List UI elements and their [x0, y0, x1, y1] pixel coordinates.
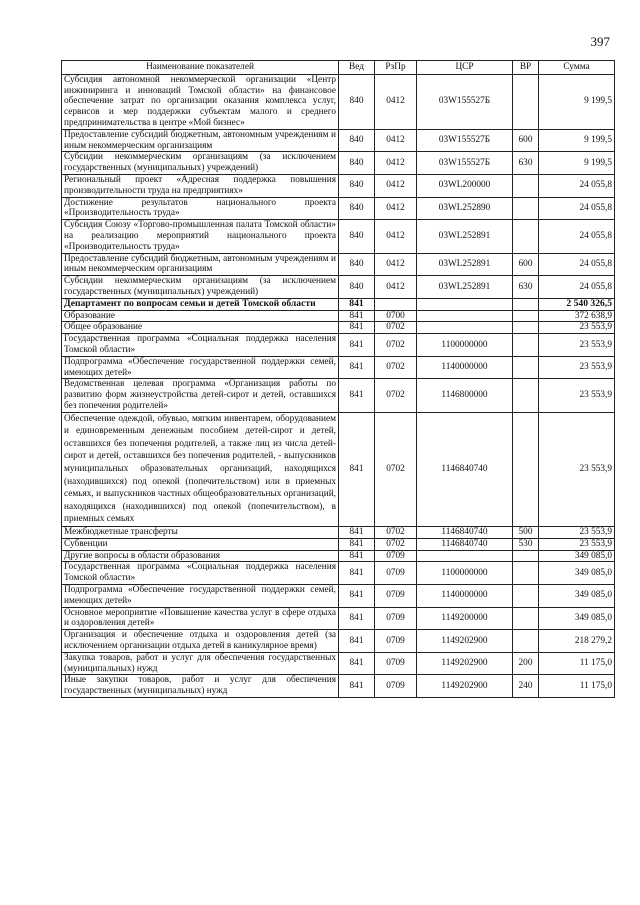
header-vr: ВР	[513, 61, 539, 75]
row-sum-cell: 23 553,9	[539, 322, 615, 334]
row-vr-cell	[513, 74, 539, 129]
row-vr-cell: 500	[513, 527, 539, 539]
row-sum-cell: 349 085,0	[539, 550, 615, 562]
row-rzpr-cell: 0412	[375, 74, 417, 129]
row-csr-cell: 1146800000	[417, 379, 513, 412]
row-vr-cell: 240	[513, 675, 539, 698]
row-rzpr-cell: 0700	[375, 310, 417, 322]
row-ved-cell: 840	[339, 129, 375, 152]
row-csr-cell: 03W155527Б	[417, 129, 513, 152]
table-row	[62, 174, 615, 197]
table-row	[62, 322, 615, 334]
row-csr-cell: 1149202900	[417, 630, 513, 653]
row-sum-cell: 24 055,8	[539, 276, 615, 299]
row-rzpr-cell: 0702	[375, 527, 417, 539]
table-header-row	[62, 61, 615, 75]
table-row	[62, 562, 615, 585]
row-rzpr-cell: 0702	[375, 379, 417, 412]
row-vr-cell	[513, 356, 539, 379]
row-ved-cell: 840	[339, 253, 375, 276]
row-ved-cell: 840	[339, 220, 375, 253]
row-sum-cell: 23 553,9	[539, 379, 615, 412]
table-row	[62, 253, 615, 276]
row-rzpr-cell: 0709	[375, 550, 417, 562]
row-vr-cell: 630	[513, 276, 539, 299]
row-vr-cell	[513, 607, 539, 630]
row-name-cell: Другие вопросы в области образования	[62, 550, 339, 562]
row-csr-cell: 03W155527Б	[417, 152, 513, 175]
header-ved: Вед	[339, 61, 375, 75]
row-name-cell: Основное мероприятие «Повышение качества услуг в сфере отдыха и оздоровления детей»	[62, 607, 339, 630]
row-vr-cell	[513, 630, 539, 653]
row-vr-cell	[513, 298, 539, 310]
row-name-cell: Государственная программа «Социальная поддержка населения Томской области»	[62, 562, 339, 585]
row-sum-cell: 24 055,8	[539, 174, 615, 197]
row-ved-cell: 841	[339, 652, 375, 675]
row-ved-cell: 841	[339, 298, 375, 310]
row-vr-cell	[513, 322, 539, 334]
table-row	[62, 74, 615, 129]
row-csr-cell	[417, 550, 513, 562]
row-ved-cell: 841	[339, 322, 375, 334]
table-row	[62, 607, 615, 630]
row-sum-cell: 23 553,9	[539, 538, 615, 550]
row-sum-cell: 23 553,9	[539, 412, 615, 526]
row-name-cell: Департамент по вопросам семьи и детей Томской области	[62, 298, 339, 310]
row-sum-cell: 9 199,5	[539, 129, 615, 152]
row-ved-cell: 841	[339, 356, 375, 379]
row-vr-cell	[513, 197, 539, 220]
row-name-cell: Субсидия автономной некоммерческой организации «Центр инжиниринга и инноваций Томской области» на финансовое обеспечение затрат по организации оказания комплекса услуг, сервисов и мер поддержки субъектам малого и среднего предпринимательства в центре «Мой бизнес»	[62, 74, 339, 129]
row-name-cell: Достижение результатов национального проекта «Производительность труда»	[62, 197, 339, 220]
row-sum-cell: 23 553,9	[539, 356, 615, 379]
row-csr-cell: 1100000000	[417, 334, 513, 357]
row-vr-cell	[513, 220, 539, 253]
row-vr-cell: 600	[513, 253, 539, 276]
row-ved-cell: 841	[339, 607, 375, 630]
row-csr-cell: 1149202900	[417, 652, 513, 675]
row-sum-cell: 11 175,0	[539, 652, 615, 675]
header-rzpr: РзПр	[375, 61, 417, 75]
row-vr-cell	[513, 562, 539, 585]
table-row	[62, 197, 615, 220]
table-row	[62, 652, 615, 675]
table-row	[62, 276, 615, 299]
row-sum-cell: 9 199,5	[539, 152, 615, 175]
row-vr-cell	[513, 550, 539, 562]
header-sum: Сумма	[539, 61, 615, 75]
row-rzpr-cell: 0412	[375, 220, 417, 253]
row-sum-cell: 218 279,2	[539, 630, 615, 653]
row-vr-cell	[513, 334, 539, 357]
row-csr-cell	[417, 310, 513, 322]
row-csr-cell: 1146840740	[417, 527, 513, 539]
row-ved-cell: 841	[339, 310, 375, 322]
row-ved-cell: 840	[339, 152, 375, 175]
row-name-cell: Субсидии некоммерческим организациям (за исключением государственных (муниципальных) учреждений)	[62, 152, 339, 175]
row-rzpr-cell: 0412	[375, 253, 417, 276]
table-body	[62, 74, 615, 697]
table-row	[62, 527, 615, 539]
table-row	[62, 412, 615, 526]
table-row	[62, 379, 615, 412]
row-name-cell: Иные закупки товаров, работ и услуг для обеспечения государственных (муниципальных) нужд	[62, 675, 339, 698]
row-ved-cell: 841	[339, 527, 375, 539]
row-sum-cell: 11 175,0	[539, 675, 615, 698]
row-name-cell: Ведомственная целевая программа «Организация работы по развитию форм жизнеустройства детей-сирот и детей, оставшихся без попечения родителей»	[62, 379, 339, 412]
row-name-cell: Субсидии некоммерческим организациям (за исключением государственных (муниципальных) учреждений)	[62, 276, 339, 299]
row-vr-cell	[513, 379, 539, 412]
row-rzpr-cell: 0702	[375, 334, 417, 357]
row-rzpr-cell: 0702	[375, 322, 417, 334]
table-row	[62, 334, 615, 357]
row-ved-cell: 840	[339, 74, 375, 129]
row-ved-cell: 841	[339, 538, 375, 550]
row-ved-cell: 841	[339, 334, 375, 357]
row-sum-cell: 372 638,9	[539, 310, 615, 322]
row-csr-cell: 03WL252891	[417, 253, 513, 276]
row-name-cell: Субсидия Союзу «Торгово-промышленная палата Томской области» на реализацию мероприятий национального проекта «Производительность труда»	[62, 220, 339, 253]
row-name-cell: Подпрограмма «Обеспечение государственной поддержки семей, имеющих детей»	[62, 356, 339, 379]
header-name: Наименование показателей	[62, 61, 339, 75]
row-sum-cell: 349 085,0	[539, 585, 615, 608]
row-ved-cell: 841	[339, 630, 375, 653]
row-sum-cell: 349 085,0	[539, 562, 615, 585]
row-rzpr-cell: 0412	[375, 276, 417, 299]
row-rzpr-cell: 0709	[375, 630, 417, 653]
row-rzpr-cell: 0702	[375, 538, 417, 550]
row-rzpr-cell: 0709	[375, 585, 417, 608]
row-name-cell: Субвенции	[62, 538, 339, 550]
row-ved-cell: 840	[339, 174, 375, 197]
row-rzpr-cell: 0412	[375, 197, 417, 220]
page-number: 397	[590, 34, 610, 49]
row-vr-cell: 530	[513, 538, 539, 550]
table-row	[62, 630, 615, 653]
row-vr-cell	[513, 174, 539, 197]
row-ved-cell: 840	[339, 197, 375, 220]
row-name-cell: Государственная программа «Социальная поддержка населения Томской области»	[62, 334, 339, 357]
row-rzpr-cell: 0412	[375, 129, 417, 152]
row-sum-cell: 24 055,8	[539, 253, 615, 276]
row-name-cell: Межбюджетные трансферты	[62, 527, 339, 539]
header-csr: ЦСР	[417, 61, 513, 75]
row-name-cell: Обеспечение одеждой, обувью, мягким инвентарем, оборудованием и единовременным денежным пособием детей-сирот и детей, оставшихся без попечения родителей, а также лиц из числа детей-сирот и детей, оставшихся без попечения родителей, - выпускников муниципальных образовательных организаций, находящихся (находившихся) под опекой (попечительством) или в приемных семьях, и выпускников частных общеобразовательных организаций, находящихся (находившихся) под опекой (попечительством), в приемных семьях	[62, 412, 339, 526]
row-csr-cell: 03W155527Б	[417, 74, 513, 129]
row-rzpr-cell: 0702	[375, 412, 417, 526]
row-vr-cell: 600	[513, 129, 539, 152]
row-ved-cell: 841	[339, 585, 375, 608]
table-row	[62, 585, 615, 608]
table-row	[62, 129, 615, 152]
row-csr-cell: 03WL252890	[417, 197, 513, 220]
row-csr-cell: 03WL252891	[417, 276, 513, 299]
row-rzpr-cell: 0709	[375, 562, 417, 585]
row-rzpr-cell: 0702	[375, 356, 417, 379]
row-csr-cell: 1146840740	[417, 412, 513, 526]
table-row	[62, 675, 615, 698]
table-row	[62, 538, 615, 550]
row-sum-cell: 2 540 326,5	[539, 298, 615, 310]
row-name-cell: Общее образование	[62, 322, 339, 334]
table-row	[62, 298, 615, 310]
row-csr-cell: 1149202900	[417, 675, 513, 698]
row-ved-cell: 841	[339, 379, 375, 412]
row-ved-cell: 841	[339, 562, 375, 585]
row-sum-cell: 24 055,8	[539, 220, 615, 253]
row-rzpr-cell: 0709	[375, 675, 417, 698]
table-row	[62, 220, 615, 253]
row-name-cell: Образование	[62, 310, 339, 322]
row-ved-cell: 840	[339, 276, 375, 299]
row-rzpr-cell: 0709	[375, 652, 417, 675]
row-sum-cell: 349 085,0	[539, 607, 615, 630]
row-rzpr-cell	[375, 298, 417, 310]
row-name-cell: Закупка товаров, работ и услуг для обеспечения государственных (муниципальных) нужд	[62, 652, 339, 675]
table-row	[62, 550, 615, 562]
row-csr-cell	[417, 298, 513, 310]
row-sum-cell: 9 199,5	[539, 74, 615, 129]
row-rzpr-cell: 0709	[375, 607, 417, 630]
row-name-cell: Региональный проект «Адресная поддержка повышения производительности труда на предприятиях»	[62, 174, 339, 197]
row-name-cell: Предоставление субсидий бюджетным, автономным учреждениям и иным некоммерческим организациям	[62, 253, 339, 276]
row-vr-cell: 630	[513, 152, 539, 175]
row-csr-cell: 03WL252891	[417, 220, 513, 253]
table-row	[62, 356, 615, 379]
row-ved-cell: 841	[339, 412, 375, 526]
row-csr-cell: 1140000000	[417, 356, 513, 379]
row-rzpr-cell: 0412	[375, 174, 417, 197]
row-vr-cell	[513, 412, 539, 526]
row-csr-cell: 1146840740	[417, 538, 513, 550]
row-csr-cell: 1100000000	[417, 562, 513, 585]
row-csr-cell: 1140000000	[417, 585, 513, 608]
table-row	[62, 310, 615, 322]
row-sum-cell: 23 553,9	[539, 334, 615, 357]
row-vr-cell	[513, 585, 539, 608]
row-csr-cell: 03WL200000	[417, 174, 513, 197]
row-name-cell: Предоставление субсидий бюджетным, автономным учреждениям и иным некоммерческим организациям	[62, 129, 339, 152]
row-sum-cell: 24 055,8	[539, 197, 615, 220]
row-ved-cell: 841	[339, 675, 375, 698]
budget-table	[61, 60, 615, 698]
table-row	[62, 152, 615, 175]
row-ved-cell: 841	[339, 550, 375, 562]
row-rzpr-cell: 0412	[375, 152, 417, 175]
row-csr-cell	[417, 322, 513, 334]
row-csr-cell: 1149200000	[417, 607, 513, 630]
row-vr-cell	[513, 310, 539, 322]
row-name-cell: Организация и обеспечение отдыха и оздоровления детей (за исключением организации отдыха детей в каникулярное время)	[62, 630, 339, 653]
row-sum-cell: 23 553,9	[539, 527, 615, 539]
row-vr-cell: 200	[513, 652, 539, 675]
row-name-cell: Подпрограмма «Обеспечение государственной поддержки семей, имеющих детей»	[62, 585, 339, 608]
